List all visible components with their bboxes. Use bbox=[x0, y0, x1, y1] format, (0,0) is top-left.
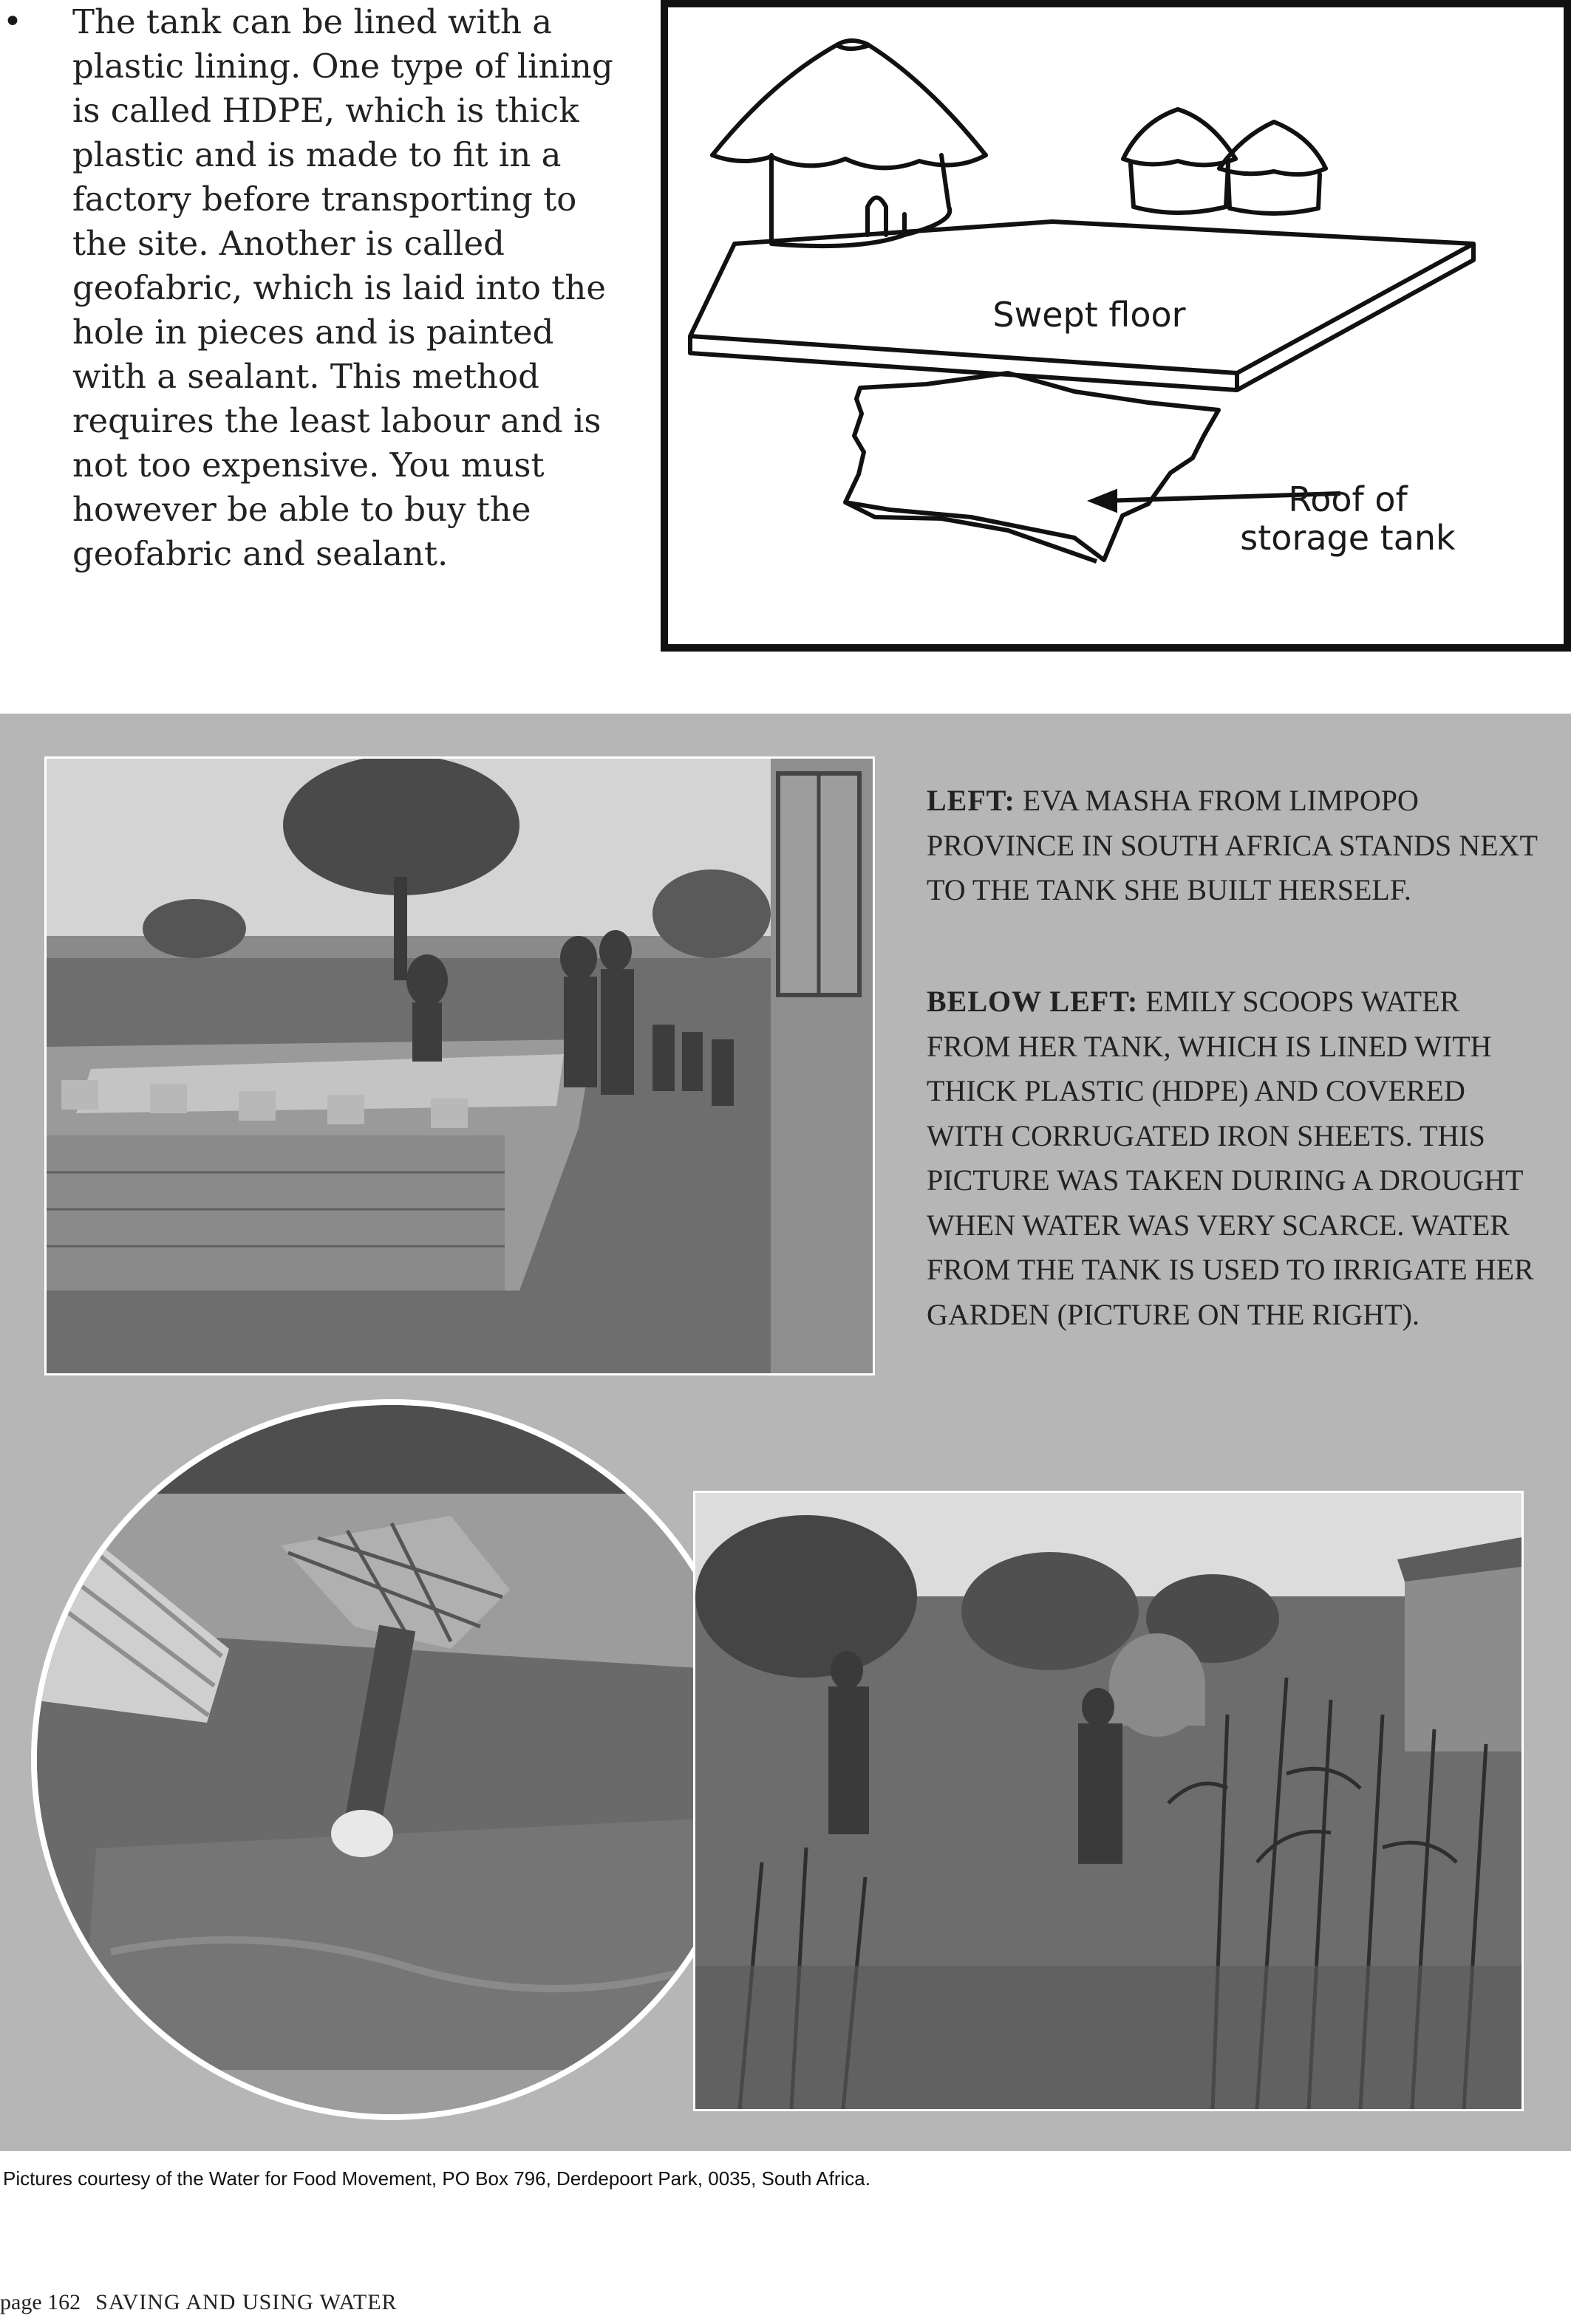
photo-tank-eva-masha bbox=[44, 756, 875, 1375]
page-number: page 162 bbox=[0, 2290, 81, 2314]
caption-below-left-head: BELOW LEFT: bbox=[927, 985, 1139, 1018]
bullet-text: The tank can be lined with a plastic lining. One type of lining is called HDPE, which is thick plastic and is made to fit in a factory before transporting to the site. Another is called geofabric, which is laid into the hole in pieces and is painted with a sealant. This method requires the least labour and is not too expensive. You must however be able to buy the geofabric and sealant. bbox=[72, 2, 613, 573]
caption-below-left-body: EMILY SCOOPS WATER FROM HER TANK, WHICH IS LINED WITH THICK PLASTIC (HDPE) AND COVERED WITH CORRUGATED IRON SHEETS. THIS PICTURE WAS TAKEN DURING A DROUGHT WHEN WATER WAS VERY SCARCE. WATER FROM THE TANK IS USED TO IRRIGATE HER GARDEN (PICTURE ON THE RIGHT). bbox=[927, 985, 1534, 1331]
caption-left bbox=[927, 779, 1540, 913]
photo-panel bbox=[0, 714, 1571, 2151]
label-swept-floor: Swept floor bbox=[992, 295, 1186, 335]
photo-emily-image bbox=[37, 1405, 746, 2114]
photo-garden-image bbox=[695, 1493, 1521, 2109]
photo-emily-scooping-water bbox=[31, 1399, 752, 2120]
section-title: SAVING AND USING WATER bbox=[95, 2290, 398, 2314]
caption-below-left bbox=[927, 980, 1540, 1337]
caption-left-head: LEFT: bbox=[927, 784, 1015, 817]
page-footer bbox=[0, 2290, 398, 2315]
tank-diagram bbox=[661, 0, 1571, 652]
label-roof-of-storage-tank: Roof of storage tank bbox=[1240, 479, 1456, 558]
caption-left-body: EVA MASHA FROM LIMPOPO PROVINCE IN SOUTH AFRICA STANDS NEXT TO THE TANK SHE BUILT HERSELF. bbox=[927, 784, 1538, 906]
photo-tank-image bbox=[47, 759, 873, 1373]
photo-garden bbox=[693, 1491, 1524, 2111]
photo-credit: Pictures courtesy of the Water for Food Movement, PO Box 796, Derdepoort Park, 0035, South Africa. bbox=[3, 2167, 870, 2190]
bullet-marker: • bbox=[3, 3, 22, 41]
